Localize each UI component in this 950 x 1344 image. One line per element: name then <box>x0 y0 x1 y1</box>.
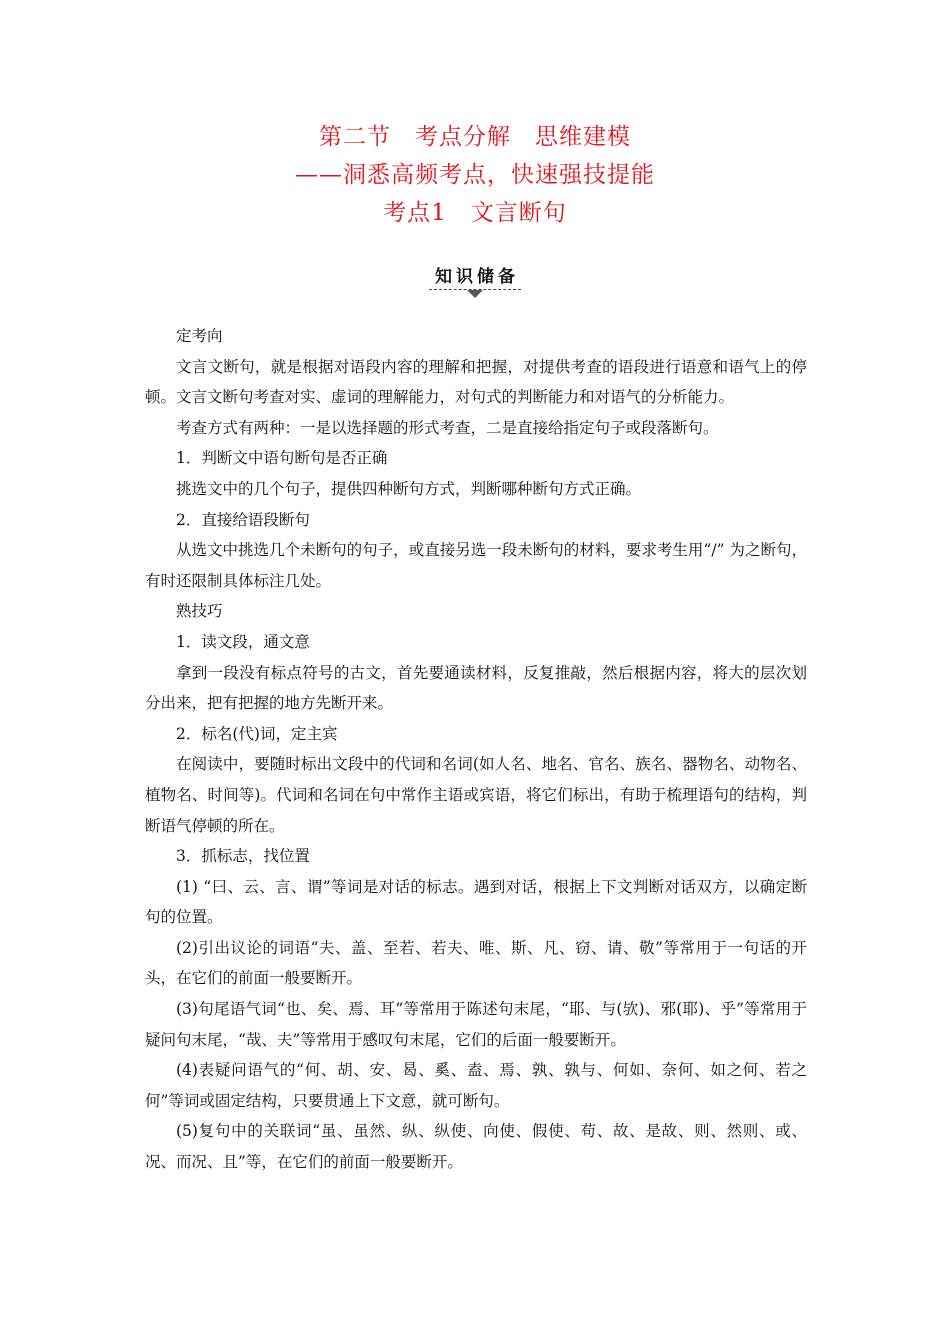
paragraph: 定考向 <box>176 327 223 345</box>
paragraph: 从选文中挑选几个未断句的句子，或直接另选一段未断句的材料，要求考生用“/” 为之断句，有时还限制具体标注几处。 <box>145 541 807 590</box>
paragraph: 1．读文段，通文意 <box>176 632 310 651</box>
knowledge-badge <box>0 262 950 298</box>
paragraph: 熟技巧 <box>176 602 223 621</box>
knowledge-badge-label: 知识储备 <box>429 262 521 290</box>
paragraph: (2)引出议论的词语“夫、盖、至若、若夫、唯、斯、凡、窃、请、敬”等常用于一句话的开头，在它们的前面一般要断开。 <box>145 938 807 988</box>
topic-title: 考点1 文言断句 <box>383 200 567 226</box>
paragraph: 2．直接给语段断句 <box>176 510 310 529</box>
paragraph: 3．抓标志，找位置 <box>176 847 310 866</box>
paragraph: 在阅读中，要随时标出文段中的代词和名词(如人名、地名、官名、族名、器物名、动物名、植物名、时间等)。代词和名词在句中常作主语或宾语，将它们标出，有助于梳理语句的结构，判断语气停顿的所在。 <box>145 755 807 835</box>
paragraph: (1) “曰、云、言、谓”等词是对话的标志。遇到对话，根据上下文判断对话双方，以确定断句的位置。 <box>145 877 807 927</box>
paragraph: (5)复句中的关联词“虽、虽然、纵、纵使、向使、假使、苟、故、是故、则、然则、或、况、而况、且”等，在它们的前面一般要断开。 <box>145 1122 807 1172</box>
paragraph: 挑选文中的几个句子，提供四种断句方式，判断哪种断句方式正确。 <box>176 479 642 498</box>
paragraph: 2．标名(代)词，定主宾 <box>176 724 338 743</box>
paragraph: (3)句尾语气词“也、矣、焉、耳”等常用于陈述句末尾，“耶、与(欤)、邪(耶)、乎”等常用于疑问句末尾，“哉、夫”等常用于感叹句末尾，它们的后面一般要断开。 <box>145 1000 807 1049</box>
section-title: 第二节 考点分解 思维建模 <box>319 124 631 150</box>
triangle-down-icon <box>467 290 483 298</box>
section-subtitle: ——洞悉高频考点，快速强技提能 <box>295 162 655 188</box>
paragraph: 文言文断句，就是根据对语段内容的理解和把握，对提供考查的语段进行语意和语气上的停顿。文言文断句考查对实、虚词的理解能力，对句式的判断能力和对语气的分析能力。 <box>145 357 807 407</box>
section-header <box>0 118 950 232</box>
paragraph: 拿到一段没有标点符号的古文，首先要通读材料，反复推敲，然后根据内容，将大的层次划分出来，把有把握的地方先断开来。 <box>145 663 807 713</box>
body-text <box>145 321 807 1178</box>
paragraph: 1．判断文中语句断句是否正确 <box>176 449 388 468</box>
paragraph: 考查方式有两种：一是以选择题的形式考查，二是直接给指定句子或段落断句。 <box>176 418 719 437</box>
paragraph: (4)表疑问语气的“何、胡、安、曷、奚、盍、焉、孰、孰与、何如、奈何、如之何、若之何”等词或固定结构，只要贯通上下文意，就可断句。 <box>145 1061 807 1110</box>
